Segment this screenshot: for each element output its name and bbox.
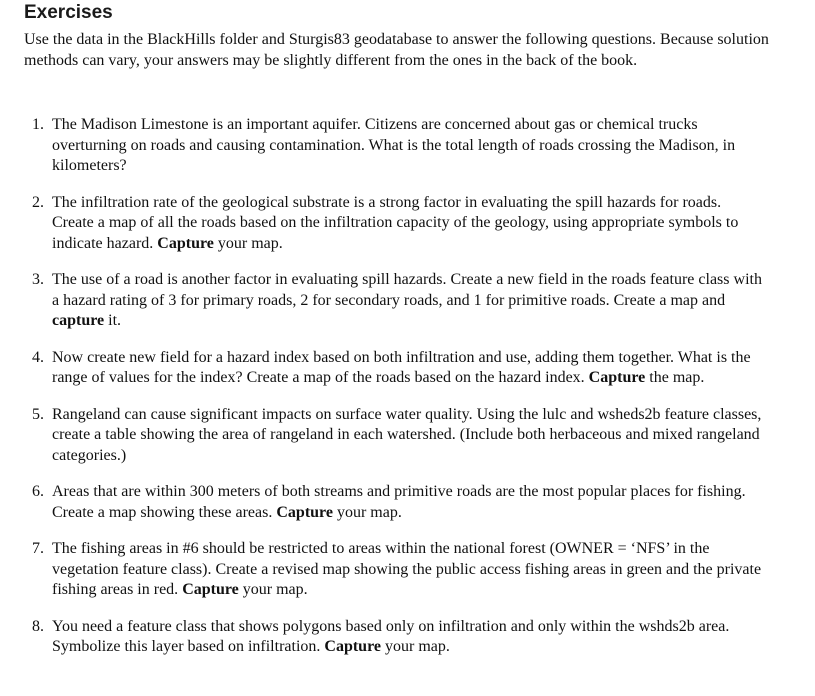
exercise-item <box>0 193 764 255</box>
exercise-number: 2. <box>32 193 44 211</box>
exercise-item <box>0 270 764 332</box>
exercise-body: The infiltration rate of the geological substrate is a strong factor in evaluating the spill hazards for roads. Create a map of all the roads based on the infiltration capacity of the geology, using appropriate symbols to indicate hazard. <box>52 193 739 252</box>
exercise-number: 1. <box>32 116 44 133</box>
exercise-body: The use of a road is another factor in evaluating spill hazards. Create a new field in the roads feature class with a hazard rating of 3 for primary roads, 2 for secondary roads, and 1 for primitive roads. Create a map and <box>52 271 762 309</box>
exercise-tail: it. <box>108 312 122 329</box>
exercise-bold-keyword: capture <box>52 312 105 329</box>
exercise-item <box>0 617 764 658</box>
exercise-item <box>0 348 764 389</box>
exercise-text <box>52 270 764 332</box>
exercise-tail: your map. <box>217 234 283 252</box>
exercise-number: 7. <box>32 540 44 557</box>
exercise-bold-keyword: Capture <box>588 369 646 386</box>
exercise-bold-keyword: Capture <box>276 503 333 521</box>
exercise-tail: your map. <box>336 503 402 521</box>
intro-paragraph: Use the data in the BlackHills folder and Sturgis83 geodatabase to answer the following questions. Because solution methods can vary, your answers may be slightly different from the ones in the back of the book. <box>24 31 769 69</box>
exercise-bold-keyword: Capture <box>157 234 214 252</box>
exercise-body: The Madison Limestone is an important aquifer. Citizens are concerned about gas or chemical trucks overturning on roads and causing contamination. What is the total length of roads crossing the Madison, in kilometers? <box>52 116 736 174</box>
exercise-number: 6. <box>32 483 44 500</box>
exercise-bold-keyword: Capture <box>324 638 381 655</box>
exercise-text <box>52 405 764 467</box>
exercise-text <box>52 115 764 177</box>
exercise-number: 3. <box>32 271 44 288</box>
exercise-body: Rangeland can cause significant impacts on surface water quality. Using the lulc and wsheds2b feature classes, create a table showing the area of rangeland in each watershed. (Include both herbaceous and mixed rangeland categories.) <box>52 405 762 464</box>
exercise-bold-keyword: Capture <box>182 581 239 598</box>
exercise-text <box>52 539 764 601</box>
exercise-item <box>0 405 764 467</box>
exercise-text <box>52 482 764 523</box>
exercise-body: Now create new field for a hazard index based on both infiltration and use, adding them together. What is the range of values for the index? Create a map of the roads based on the hazard index. <box>52 348 751 386</box>
exercise-item <box>0 539 764 601</box>
exercise-text <box>52 348 764 389</box>
exercise-number: 8. <box>32 617 44 635</box>
exercise-item <box>0 482 764 523</box>
exercise-tail: your map. <box>384 638 450 655</box>
exercise-item <box>0 115 764 177</box>
exercise-number: 5. <box>32 405 44 423</box>
exercise-body: The fishing areas in #6 should be restricted to areas within the national forest (OWNER = ‘NFS’ in the vegetation feature class). Create a revised map showing the public access fishing areas in green and the private fishing areas in red. <box>52 540 762 598</box>
exercise-body: Areas that are within 300 meters of both streams and primitive roads are the most popular places for fishing. Create a map showing these areas. <box>52 483 746 521</box>
exercise-tail: the map. <box>649 369 705 386</box>
exercise-text <box>52 617 764 658</box>
exercise-tail: your map. <box>242 581 308 598</box>
exercise-number: 4. <box>32 348 44 366</box>
exercise-list <box>0 115 815 674</box>
exercise-text <box>52 193 764 255</box>
exercise-body: You need a feature class that shows polygons based only on infiltration and only within the wshds2b area. Symbolize this layer based on infiltration. <box>52 617 730 655</box>
section-heading: Exercises <box>24 2 113 23</box>
